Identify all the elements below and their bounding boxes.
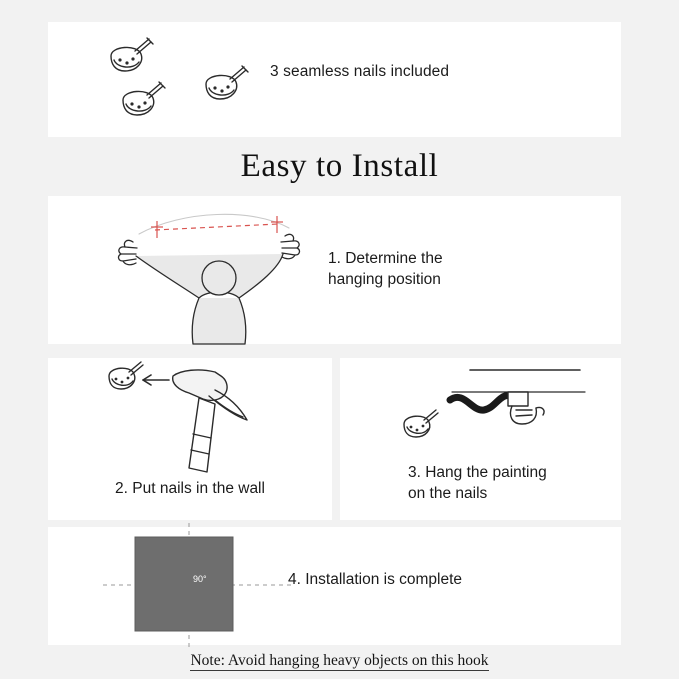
card-step-4 <box>48 527 621 645</box>
framed-picture-level-icon <box>103 523 303 648</box>
card-step-3 <box>340 358 621 520</box>
note-text <box>0 652 679 670</box>
person-measuring-wall-icon <box>103 194 363 344</box>
card-step-3-caption-line1: 3. Hang the painting <box>408 464 547 481</box>
card-step-2-caption: 2. Put nails in the wall <box>115 480 265 497</box>
card-nails-caption: 3 seamless nails included <box>270 63 450 80</box>
card-step-4-caption: 4. Installation is complete <box>288 571 463 588</box>
angle-label: 90° <box>193 574 207 584</box>
card-step-1-caption-line2: hanging position <box>328 271 441 288</box>
card-step-2 <box>48 358 332 520</box>
card-step-3-caption-line2: on the nails <box>408 485 488 502</box>
page-title: Easy to Install <box>240 148 439 184</box>
card-nails-included <box>48 22 621 137</box>
card-step-1-caption-line1: 1. Determine the <box>328 250 443 267</box>
card-step-1 <box>48 196 621 344</box>
card-step-3-caption <box>408 462 608 504</box>
note-label: Note: Avoid hanging heavy objects on this hook <box>190 652 489 669</box>
card-step-1-caption <box>328 248 568 290</box>
hanging-painting-on-nail-icon <box>380 362 600 467</box>
hammer-and-nail-icon <box>103 362 313 478</box>
